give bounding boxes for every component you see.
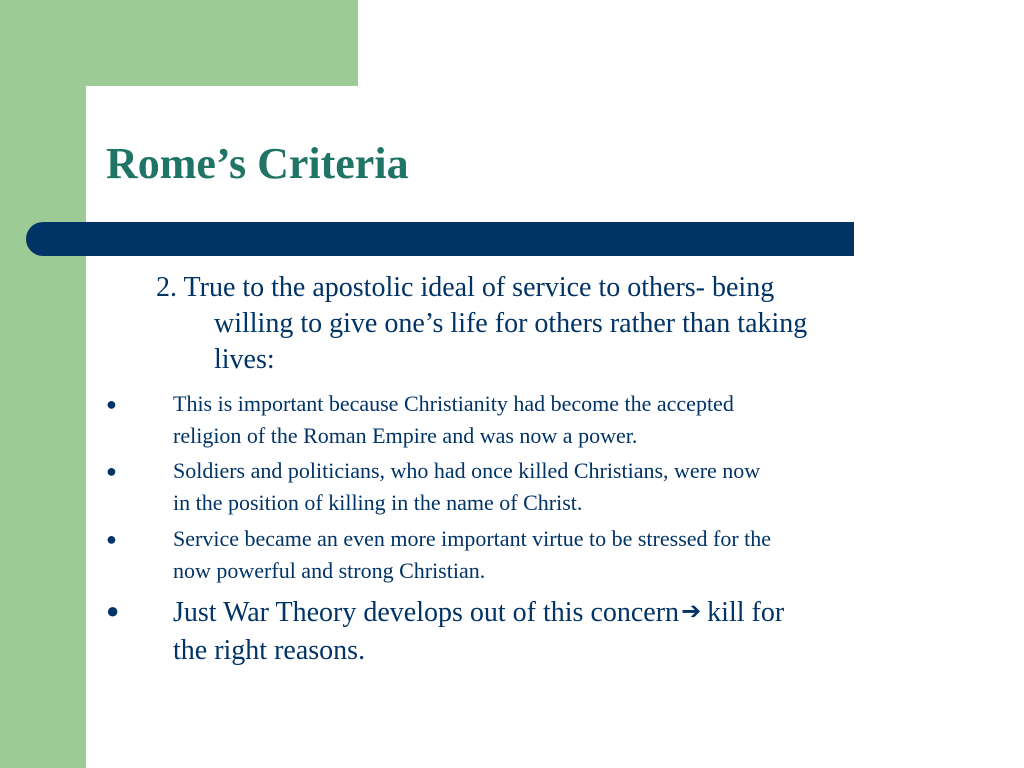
bullet-line: the right reasons. bbox=[173, 635, 366, 666]
green-top-band bbox=[86, 0, 358, 86]
bullet-icon: ● bbox=[106, 394, 117, 414]
intro-line-3: lives: bbox=[214, 344, 275, 375]
intro-line-1: 2. True to the apostolic ideal of service to others- being bbox=[156, 272, 775, 303]
right-arrow-icon: ➔ bbox=[681, 597, 702, 625]
rounded-corner-decoration bbox=[86, 86, 146, 146]
bullet-icon: ● bbox=[106, 529, 117, 549]
bullet-line: religion of the Roman Empire and was now a power. bbox=[173, 423, 638, 448]
bullet-text bbox=[173, 592, 963, 670]
bullet-line: This is important because Christianity had become the accepted bbox=[173, 391, 734, 416]
slide-title: Rome’s Criteria bbox=[106, 139, 409, 188]
intro-line-2: willing to give one’s life for others rather than taking bbox=[214, 308, 808, 339]
bullet-line-part: Just War Theory develops out of this concern bbox=[173, 597, 680, 628]
bullet-icon: ● bbox=[106, 598, 120, 623]
bullet-text bbox=[173, 388, 963, 452]
intro-paragraph bbox=[156, 270, 956, 378]
title-divider-bar bbox=[26, 222, 854, 256]
bullet-line: in the position of killing in the name of Christ. bbox=[173, 490, 583, 515]
bullet-text bbox=[173, 455, 963, 519]
green-left-band bbox=[0, 0, 86, 768]
bullet-line: now powerful and strong Christian. bbox=[173, 558, 486, 583]
bullet-line bbox=[173, 592, 963, 632]
bullet-line: Soldiers and politicians, who had once killed Christians, were now bbox=[173, 458, 761, 483]
bullet-line-part: kill for bbox=[707, 597, 785, 628]
bullet-icon: ● bbox=[106, 461, 117, 481]
bullet-text bbox=[173, 523, 963, 587]
bullet-line: Service became an even more important virtue to be stressed for the bbox=[173, 526, 772, 551]
